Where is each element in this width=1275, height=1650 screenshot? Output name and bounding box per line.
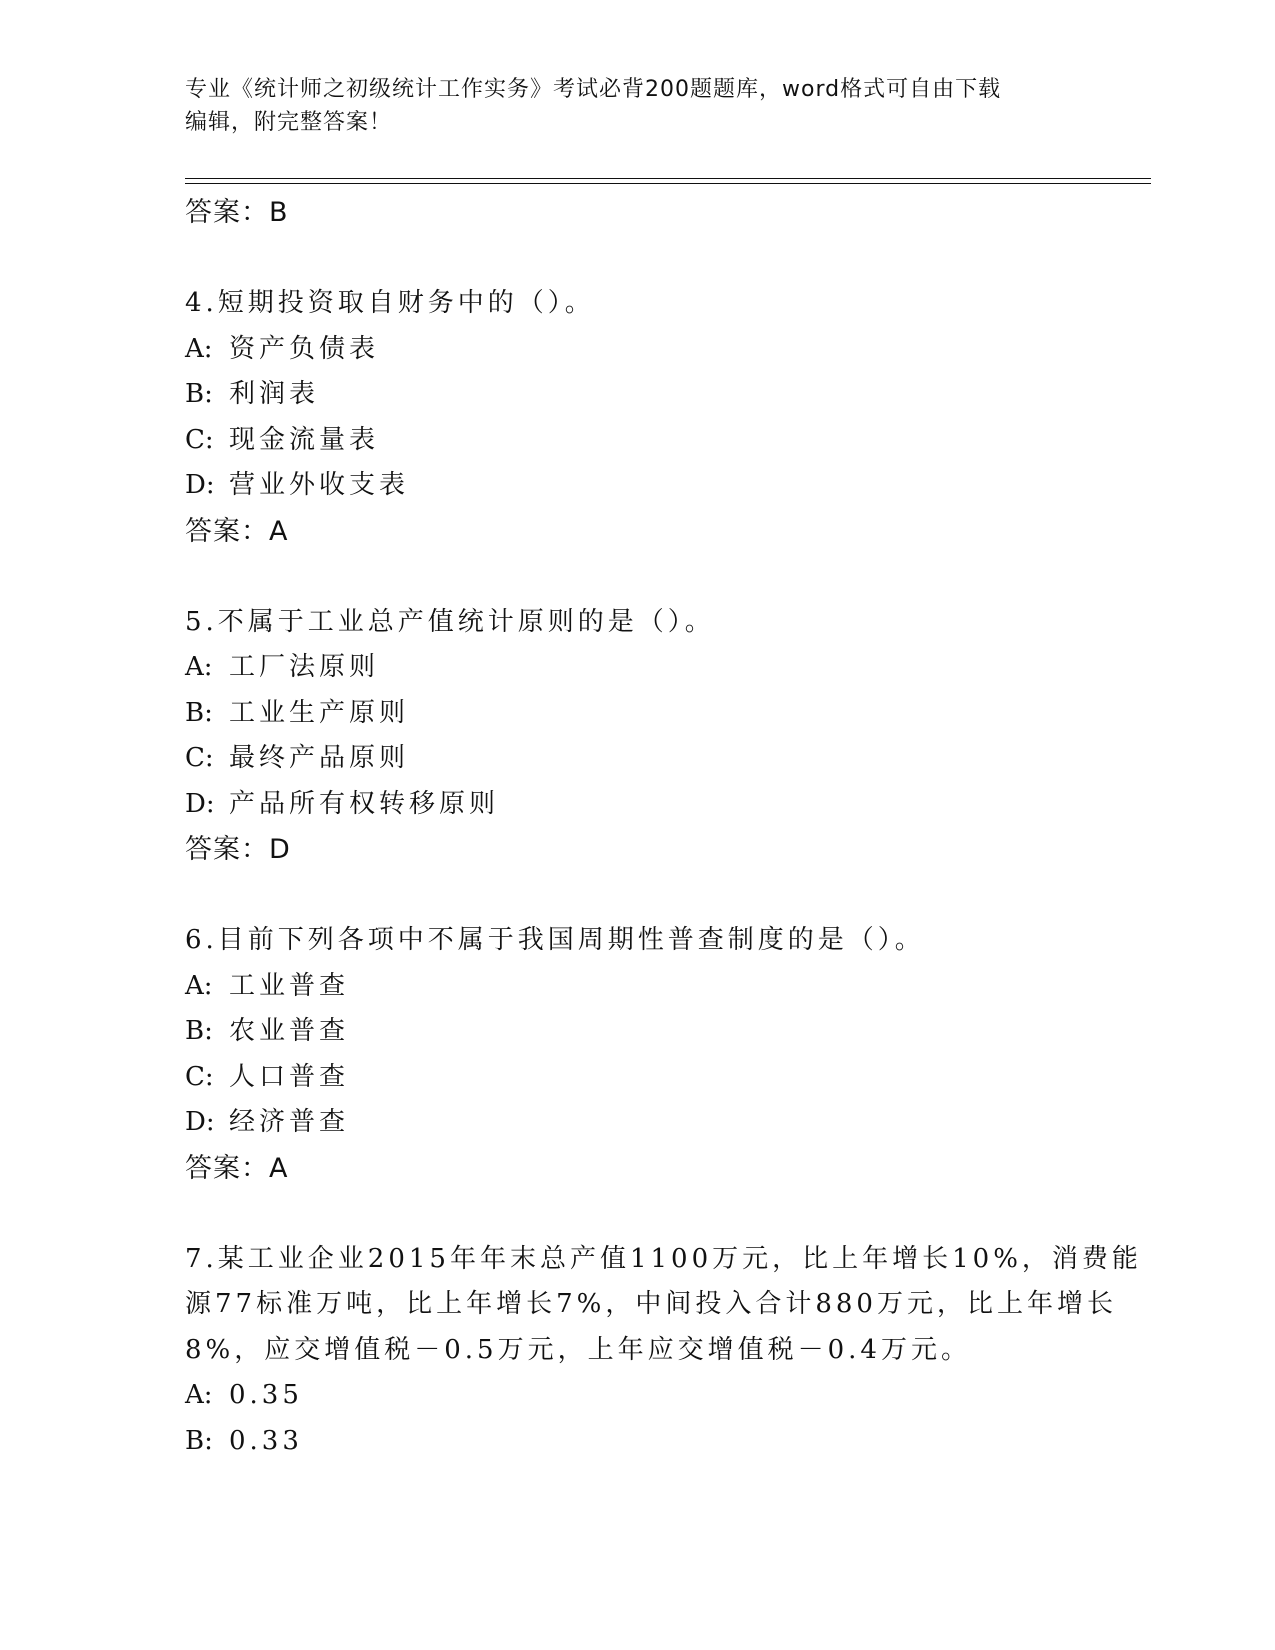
option-text: 最终产品原则 (229, 743, 410, 773)
option-key: C: (185, 743, 214, 773)
option-text: 工业普查 (229, 970, 350, 1001)
question-item (185, 600, 1085, 873)
option-text: 0.35 (229, 1380, 303, 1410)
question-stem-line: 源77标准万吨，比上年增长7%，中间投入合计880万元，比上年增长 (185, 1289, 1117, 1319)
option-b (185, 691, 1085, 737)
option-key: A: (185, 970, 213, 1001)
question-stem: 5.不属于工业总产值统计原则的是（）。 (185, 606, 715, 637)
spacer (185, 236, 1085, 282)
question-stem: 4.短期投资取自财务中的（）。 (185, 288, 595, 318)
answer-line: 答案：A (185, 1152, 289, 1184)
question-stem-line: 8%，应交增值税－0.5万元，上年应交增值税－0.4万元。 (185, 1334, 971, 1365)
spacer (185, 873, 1085, 919)
option-b (185, 1419, 1085, 1465)
option-text: 人口普查 (229, 1061, 350, 1092)
option-text: 工业生产原则 (229, 697, 410, 728)
option-key: C: (185, 424, 214, 455)
question-stem: 6.目前下列各项中不属于我国周期性普查制度的是（）。 (185, 925, 925, 955)
option-key: B: (185, 1425, 213, 1456)
option-d (185, 782, 1085, 828)
answer-line: 答案：B (185, 197, 289, 228)
question-item (185, 1237, 1142, 1465)
option-d (185, 1100, 1085, 1146)
answer-line: 答案：A (185, 515, 289, 547)
option-key: A: (185, 1380, 213, 1410)
option-text: 营业外收支表 (229, 470, 410, 500)
header-line-1: 专业《统计师之初级统计工作实务》考试必背200题题库，word格式可自由下载 (185, 77, 1002, 102)
option-b (185, 372, 1085, 418)
question-item (185, 281, 1085, 554)
option-text: 经济普查 (229, 1107, 350, 1137)
option-text: 资产负债表 (229, 333, 380, 364)
option-text: 工厂法原则 (229, 652, 380, 682)
option-c (185, 418, 1085, 464)
option-a (185, 645, 1085, 691)
spacer (185, 1191, 1085, 1237)
header-line-2: 编辑，附完整答案！ (185, 110, 393, 135)
spacer (185, 554, 1085, 600)
header-rule-bottom (185, 183, 1151, 184)
option-d (185, 463, 1085, 509)
question-list (185, 190, 1142, 1464)
option-key: B: (185, 697, 213, 728)
option-c (185, 736, 1085, 782)
option-a (185, 964, 1085, 1010)
option-key: A: (185, 333, 213, 364)
option-key: B: (185, 379, 213, 409)
option-key: D: (185, 788, 215, 819)
document-header (185, 73, 1085, 139)
option-a (185, 327, 1085, 373)
option-text: 现金流量表 (229, 424, 380, 455)
option-c (185, 1055, 1085, 1101)
question-item (185, 918, 1085, 1191)
option-text: 0.33 (229, 1425, 303, 1456)
option-key: B: (185, 1016, 213, 1046)
option-key: A: (185, 652, 213, 682)
option-b (185, 1009, 1085, 1055)
answer-line: 答案：D (185, 834, 291, 865)
option-a (185, 1373, 1085, 1419)
option-key: D: (185, 1107, 215, 1137)
option-text: 农业普查 (229, 1016, 350, 1046)
question-stem-line: 7.某工业企业2015年年末总产值1100万元，比上年增长10%，消费能 (185, 1243, 1142, 1274)
header-rule-top (185, 178, 1151, 179)
option-key: D: (185, 470, 215, 500)
option-text: 产品所有权转移原则 (229, 788, 500, 819)
option-key: C: (185, 1061, 214, 1092)
option-text: 利润表 (229, 379, 320, 409)
